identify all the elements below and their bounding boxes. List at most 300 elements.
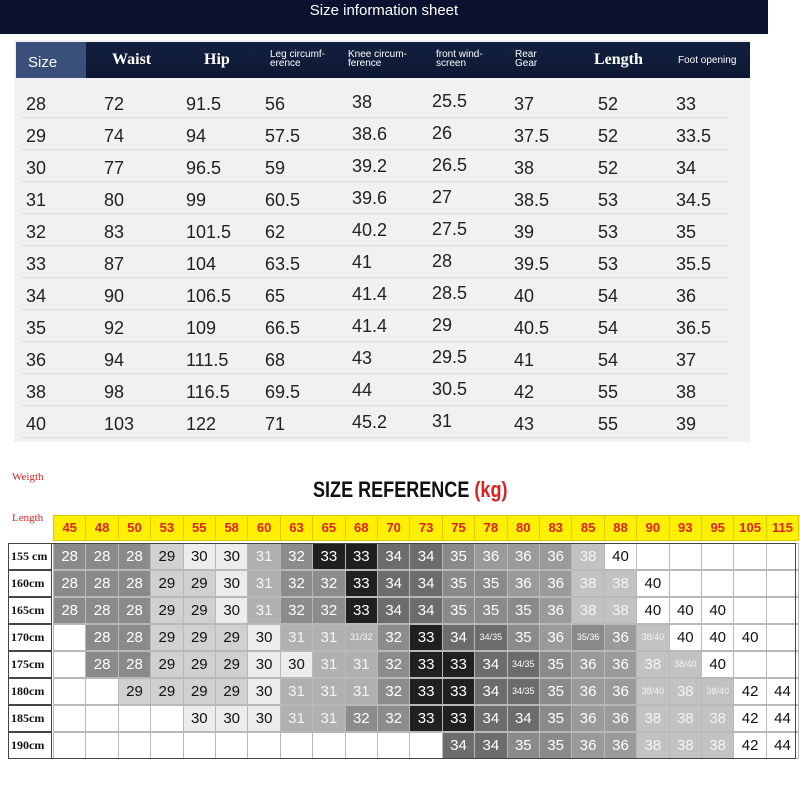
size-cell: 36 — [571, 651, 604, 678]
table-row — [14, 406, 736, 438]
rear-col-header: Rear Gear — [515, 49, 538, 69]
size-cell: 36 — [539, 543, 572, 570]
table-cell: 98 — [104, 382, 125, 402]
table-cell: 54 — [598, 286, 619, 306]
weight-header-cell: 95 — [701, 515, 734, 541]
table-cell: 94 — [186, 126, 207, 146]
size-cell: 28 — [85, 624, 118, 651]
size-cell: 36 — [604, 651, 637, 678]
size-cell — [766, 597, 799, 624]
size-cell: 32 — [377, 651, 410, 678]
table-cell: 37 — [676, 350, 697, 370]
size-cell: 36 — [604, 705, 637, 732]
height-row-label: 155 cm — [8, 543, 52, 570]
title-banner — [0, 0, 768, 34]
height-row-label: 165cm — [8, 597, 52, 624]
table-cell: 57.5 — [265, 126, 301, 146]
size-cell: 31 — [280, 624, 313, 651]
size-cell: 38/40 — [669, 651, 702, 678]
size-cell: 29 — [118, 678, 151, 705]
height-row-label: 175cm — [8, 651, 52, 678]
size-cell: 29 — [215, 651, 248, 678]
size-cell: 38 — [636, 651, 669, 678]
weight-header-cell: 85 — [571, 515, 604, 541]
table-cell: 41 — [352, 252, 373, 272]
table-cell: 36 — [676, 286, 697, 306]
table-cell: 36.5 — [676, 318, 712, 338]
size-cell: 40 — [636, 570, 669, 597]
size-cell: 29 — [183, 678, 216, 705]
table-cell: 28.5 — [432, 283, 468, 303]
table-cell: 66.5 — [265, 318, 301, 338]
size-cell: 36 — [539, 597, 572, 624]
table-cell: 33 — [676, 94, 697, 114]
size-cell: 33 — [345, 597, 378, 624]
size-cell: 34/35 — [474, 624, 507, 651]
size-cell: 29 — [215, 678, 248, 705]
sheet-title: Size information sheet — [309, 2, 459, 19]
table-cell: 87 — [104, 254, 125, 274]
size-cell: 33 — [345, 570, 378, 597]
size-cell: 34 — [474, 705, 507, 732]
size-cell — [118, 705, 151, 732]
size-cell: 35/36 — [571, 624, 604, 651]
size-cell: 30 — [215, 570, 248, 597]
size-cell: 29 — [183, 624, 216, 651]
size-cell: 33 — [409, 705, 442, 732]
table-cell: 39.2 — [352, 156, 388, 176]
table-cell: 96.5 — [186, 158, 222, 178]
size-cell: 33 — [442, 705, 475, 732]
size-cell: 31 — [345, 678, 378, 705]
size-cell: 30 — [183, 705, 216, 732]
height-row-label: 190cm — [8, 732, 52, 759]
table-cell: 41.4 — [352, 316, 388, 336]
size-cell: 29 — [150, 624, 183, 651]
size-cell: 38 — [669, 705, 702, 732]
weight-header-cell: 73 — [409, 515, 442, 541]
size-cell — [733, 543, 766, 570]
hip-col-header: Hip — [204, 51, 230, 68]
table-cell: 43 — [514, 414, 535, 434]
size-cell: 38/40 — [636, 624, 669, 651]
table-cell: 30 — [26, 158, 47, 178]
table-cell: 32 — [26, 222, 47, 242]
size-cell: 28 — [118, 651, 151, 678]
size-cell: 29 — [150, 597, 183, 624]
size-cell: 42 — [733, 732, 766, 759]
size-cell: 32 — [345, 705, 378, 732]
size-cell: 38 — [701, 705, 734, 732]
size-cell: 34 — [409, 597, 442, 624]
size-cell: 38 — [604, 570, 637, 597]
weight-header-cell: 70 — [377, 515, 410, 541]
table-cell: 35 — [26, 318, 47, 338]
size-cell: 32 — [280, 570, 313, 597]
table-cell: 62 — [265, 222, 286, 242]
size-cell — [118, 732, 151, 759]
size-cell — [733, 570, 766, 597]
size-cell: 31 — [280, 705, 313, 732]
size-cell: 30 — [247, 678, 280, 705]
size-cell: 30 — [280, 651, 313, 678]
table-cell: 30.5 — [432, 379, 468, 399]
table-row — [14, 118, 736, 150]
size-cell: 36 — [604, 678, 637, 705]
size-cell — [766, 624, 799, 651]
table-cell: 103 — [104, 414, 135, 434]
size-cell: 38 — [571, 597, 604, 624]
row-divider — [22, 437, 728, 438]
size-cell: 40 — [733, 624, 766, 651]
size-cell — [312, 732, 345, 759]
table-cell: 65 — [265, 286, 286, 306]
weight-header-cell: 115 — [766, 515, 799, 541]
size-cell — [150, 705, 183, 732]
size-cell: 33 — [442, 651, 475, 678]
size-cell: 34 — [409, 543, 442, 570]
size-cell: 31 — [345, 651, 378, 678]
weight-header-cell: 45 — [53, 515, 86, 541]
size-cell — [669, 543, 702, 570]
size-cell: 35 — [539, 651, 572, 678]
size-cell — [766, 543, 799, 570]
size-cell: 30 — [247, 651, 280, 678]
table-row — [14, 310, 736, 342]
size-cell — [345, 732, 378, 759]
size-cell: 36 — [474, 543, 507, 570]
table-cell: 33.5 — [676, 126, 712, 146]
size-cell: 31 — [312, 678, 345, 705]
table-cell: 26 — [432, 123, 453, 143]
size-cell — [85, 678, 118, 705]
size-cell: 35 — [507, 624, 540, 651]
size-cell — [53, 624, 86, 651]
size-cell — [733, 651, 766, 678]
size-cell: 36 — [507, 570, 540, 597]
size-cell: 40 — [669, 624, 702, 651]
size-cell: 34/35 — [507, 678, 540, 705]
table-cell: 38.5 — [514, 190, 550, 210]
table-cell: 104 — [186, 254, 217, 274]
size-cell: 38 — [701, 732, 734, 759]
table-cell: 106.5 — [186, 286, 232, 306]
length-axis-label: Length — [12, 512, 44, 524]
size-cell: 28 — [85, 651, 118, 678]
size-cell: 36 — [571, 678, 604, 705]
size-cell: 40 — [701, 651, 734, 678]
size-cell: 34 — [474, 678, 507, 705]
table-cell: 26.5 — [432, 155, 468, 175]
weight-header-cell: 50 — [118, 515, 151, 541]
length-col-header: Length — [594, 51, 643, 68]
size-cell: 42 — [733, 705, 766, 732]
size-cell: 38 — [571, 570, 604, 597]
size-cell: 31 — [247, 570, 280, 597]
size-cell: 28 — [118, 624, 151, 651]
weight-axis-label: Weigth — [12, 471, 44, 483]
table-cell: 116.5 — [186, 382, 230, 402]
table-header — [16, 42, 750, 78]
table-cell: 60.5 — [265, 190, 301, 210]
table-cell: 55 — [598, 414, 619, 434]
size-cell: 34 — [507, 705, 540, 732]
weight-header-cell: 55 — [183, 515, 216, 541]
table-cell: 37.5 — [514, 126, 550, 146]
weight-header-cell: 65 — [312, 515, 345, 541]
size-cell: 31 — [247, 543, 280, 570]
table-row — [14, 214, 736, 246]
table-row — [14, 278, 736, 310]
size-cell: 35 — [474, 570, 507, 597]
table-cell: 54 — [598, 318, 619, 338]
size-cell — [766, 651, 799, 678]
size-cell: 34 — [442, 732, 475, 759]
size-cell — [377, 732, 410, 759]
size-cell — [280, 732, 313, 759]
size-cell: 34 — [377, 597, 410, 624]
front-col-header: front wind- screen — [436, 49, 483, 69]
weight-header-cell: 80 — [507, 515, 540, 541]
size-cell: 29 — [183, 570, 216, 597]
table-cell: 55 — [598, 382, 619, 402]
table-cell: 83 — [104, 222, 125, 242]
size-cell: 36 — [539, 624, 572, 651]
size-cell: 38 — [636, 705, 669, 732]
table-cell: 56 — [265, 94, 286, 114]
size-cell: 28 — [118, 597, 151, 624]
table-cell: 34 — [26, 286, 47, 306]
size-cell: 35 — [539, 732, 572, 759]
size-cell: 33 — [409, 624, 442, 651]
table-cell: 53 — [598, 254, 619, 274]
table-cell: 29 — [432, 315, 453, 335]
size-cell: 29 — [183, 597, 216, 624]
size-cell: 44 — [766, 732, 799, 759]
size-cell: 31 — [312, 705, 345, 732]
size-cell: 40 — [669, 597, 702, 624]
table-cell: 54 — [598, 350, 619, 370]
size-cell: 38 — [669, 678, 702, 705]
size-cell: 42 — [733, 678, 766, 705]
size-cell: 30 — [247, 705, 280, 732]
size-cell — [183, 732, 216, 759]
table-cell: 77 — [104, 158, 125, 178]
height-row-label: 185cm — [8, 705, 52, 732]
table-cell: 34 — [676, 158, 697, 178]
table-cell: 27.5 — [432, 219, 468, 239]
size-cell: 34/35 — [507, 651, 540, 678]
size-cell: 33 — [312, 543, 345, 570]
height-row-label: 180cm — [8, 678, 52, 705]
size-cell: 35 — [507, 597, 540, 624]
size-cell: 33 — [409, 651, 442, 678]
size-cell — [701, 543, 734, 570]
table-cell: 28 — [26, 94, 47, 114]
table-cell: 28 — [432, 251, 453, 271]
table-cell: 63.5 — [265, 254, 301, 274]
size-cell: 34 — [377, 543, 410, 570]
weight-header-cell: 78 — [474, 515, 507, 541]
weight-header-cell: 93 — [669, 515, 702, 541]
size-cell: 34 — [474, 732, 507, 759]
table-cell: 38 — [352, 92, 373, 112]
size-cell: 32 — [312, 597, 345, 624]
table-cell: 40 — [514, 286, 535, 306]
size-cell: 36 — [604, 732, 637, 759]
size-cell: 35 — [539, 705, 572, 732]
size-cell: 32 — [377, 705, 410, 732]
table-cell: 92 — [104, 318, 125, 338]
size-cell — [636, 543, 669, 570]
table-cell: 53 — [598, 190, 619, 210]
size-cell: 31 — [312, 651, 345, 678]
weight-header-cell: 68 — [345, 515, 378, 541]
table-cell: 44 — [352, 380, 373, 400]
size-cell: 35 — [539, 678, 572, 705]
table-cell: 111.5 — [186, 350, 229, 370]
size-col-header: Size — [28, 54, 58, 71]
size-cell: 36 — [507, 543, 540, 570]
size-cell: 28 — [118, 570, 151, 597]
size-cell: 40 — [604, 543, 637, 570]
table-cell: 52 — [598, 158, 619, 178]
table-cell: 94 — [104, 350, 125, 370]
table-row — [14, 86, 736, 118]
table-cell: 45.2 — [352, 412, 388, 432]
table-cell: 42 — [514, 382, 535, 402]
size-cell: 36 — [571, 732, 604, 759]
size-cell: 38 — [604, 597, 637, 624]
table-cell: 74 — [104, 126, 125, 146]
size-cell: 30 — [215, 705, 248, 732]
size-cell — [247, 732, 280, 759]
table-cell: 37 — [514, 94, 535, 114]
table-cell: 25.5 — [432, 91, 468, 111]
size-cell: 44 — [766, 705, 799, 732]
size-cell — [53, 705, 86, 732]
weight-header-cell: 63 — [280, 515, 313, 541]
size-cell: 38/40 — [701, 678, 734, 705]
table-cell: 31 — [432, 411, 453, 431]
table-cell: 40.5 — [514, 318, 550, 338]
table-cell: 39.5 — [514, 254, 550, 274]
size-cell: 28 — [53, 570, 86, 597]
size-cell: 40 — [701, 597, 734, 624]
leg-col-header: Leg circumf- erence — [270, 49, 326, 69]
size-cell: 31/32 — [345, 624, 378, 651]
size-cell: 29 — [183, 651, 216, 678]
table-cell: 34.5 — [676, 190, 712, 210]
size-cell: 34 — [409, 570, 442, 597]
size-cell: 36 — [571, 705, 604, 732]
size-cell: 28 — [53, 597, 86, 624]
size-cell: 28 — [85, 570, 118, 597]
size-cell: 32 — [377, 624, 410, 651]
reference-title-unit: (kg) — [474, 477, 508, 502]
table-row — [14, 374, 736, 406]
table-cell: 90 — [104, 286, 125, 306]
weight-header-cell: 90 — [636, 515, 669, 541]
size-cell: 35 — [507, 732, 540, 759]
table-cell: 72 — [104, 94, 125, 114]
size-cell: 34 — [474, 651, 507, 678]
size-cell: 30 — [215, 543, 248, 570]
table-cell: 59 — [265, 158, 286, 178]
table-cell: 38.6 — [352, 124, 388, 144]
size-cell: 31 — [312, 624, 345, 651]
table-cell: 52 — [598, 126, 619, 146]
table-cell: 35.5 — [676, 254, 712, 274]
size-cell: 34 — [377, 570, 410, 597]
weight-header-cell: 88 — [604, 515, 637, 541]
size-cell: 44 — [766, 678, 799, 705]
table-cell: 101.5 — [186, 222, 232, 242]
table-cell: 53 — [598, 222, 619, 242]
reference-grid — [8, 467, 796, 759]
size-cell: 40 — [701, 624, 734, 651]
reference-title-text: SIZE REFERENCE — [313, 477, 470, 502]
size-cell: 33 — [442, 678, 475, 705]
size-cell: 32 — [312, 570, 345, 597]
table-cell: 40 — [26, 414, 47, 434]
table-cell: 52 — [598, 94, 619, 114]
table-cell: 43 — [352, 348, 373, 368]
table-cell: 41 — [514, 350, 535, 370]
size-cell — [669, 570, 702, 597]
table-cell: 39 — [676, 414, 697, 434]
table-cell: 71 — [265, 414, 286, 434]
table-cell: 27 — [432, 187, 453, 207]
table-cell: 38 — [676, 382, 697, 402]
table-cell: 39 — [514, 222, 535, 242]
size-cell: 34 — [442, 624, 475, 651]
size-cell: 30 — [183, 543, 216, 570]
table-cell: 39.6 — [352, 188, 388, 208]
weight-header-cell: 53 — [150, 515, 183, 541]
size-cell: 28 — [85, 543, 118, 570]
size-cell: 35 — [442, 543, 475, 570]
size-cell — [215, 732, 248, 759]
size-cell: 31 — [247, 597, 280, 624]
size-cell: 40 — [636, 597, 669, 624]
weight-header-cell: 83 — [539, 515, 572, 541]
table-cell: 91.5 — [186, 94, 222, 114]
size-reference-chart — [8, 467, 796, 759]
table-cell: 36 — [26, 350, 47, 370]
size-cell: 32 — [280, 543, 313, 570]
table-cell: 40.2 — [352, 220, 388, 240]
size-cell: 29 — [150, 651, 183, 678]
size-cell — [53, 732, 86, 759]
size-cell — [85, 732, 118, 759]
size-cell: 32 — [377, 678, 410, 705]
size-cell: 35 — [474, 597, 507, 624]
table-cell: 99 — [186, 190, 207, 210]
size-cell: 38/40 — [636, 678, 669, 705]
table-cell: 29 — [26, 126, 47, 146]
size-cell: 29 — [150, 543, 183, 570]
size-cell: 36 — [604, 624, 637, 651]
weight-header-cell: 58 — [215, 515, 248, 541]
table-row — [14, 150, 736, 182]
size-cell: 28 — [85, 597, 118, 624]
size-cell — [150, 732, 183, 759]
size-cell: 33 — [345, 543, 378, 570]
size-cell: 36 — [539, 570, 572, 597]
table-cell: 38 — [26, 382, 47, 402]
waist-col-header: Waist — [112, 51, 152, 68]
